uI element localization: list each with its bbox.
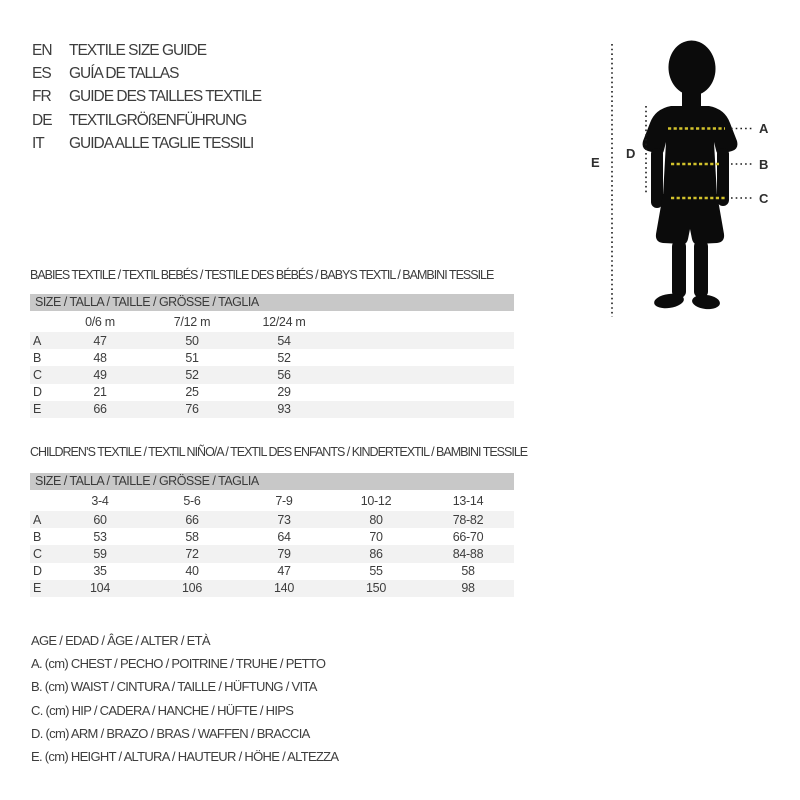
cell-value: 47 <box>93 333 107 348</box>
cell-value: 49 <box>93 367 107 382</box>
cell-value: 78-82 <box>452 512 484 527</box>
cell-value: 93 <box>277 402 291 417</box>
cell-value: 86 <box>369 546 383 561</box>
guide-title-en: TEXTILE SIZE GUIDE <box>69 41 207 59</box>
language-row-it <box>32 133 261 156</box>
cell-value: 56 <box>277 367 291 382</box>
table-row-d <box>30 563 514 580</box>
children-size-header-bar: SIZE / TALLA / TAILLE / GRÖSSE / TAGLIA <box>30 473 514 490</box>
language-row-de <box>32 109 261 132</box>
children-column-header-row <box>30 490 514 511</box>
cell-value: 66 <box>185 512 199 527</box>
babies-column-header-row <box>30 311 514 332</box>
table-row-c <box>30 366 514 383</box>
language-code: EN <box>32 41 52 59</box>
cell-value: 64 <box>277 529 291 544</box>
babies-section-title: BABIES TEXTILE / TEXTIL BEBÉS / TESTILE DES BÉBÉS / BABYS TEXTIL / BAMBINI TESSILE <box>30 268 494 282</box>
cell-value: 51 <box>185 350 199 365</box>
legend-age: AGE / EDAD / ÂGE / ALTER / ETÀ <box>31 633 210 648</box>
table-row-b <box>30 528 514 545</box>
table-row-a <box>30 511 514 528</box>
cell-value: 58 <box>185 529 199 544</box>
language-title-list <box>32 39 261 156</box>
legend-waist: B. (cm) WAIST / CINTURA / TAILLE / HÜFTUNG / VITA <box>31 679 317 695</box>
column-header: 3-4 <box>91 493 109 508</box>
guide-title-de: TEXTILGRÖßENFÜHRUNG <box>69 111 247 129</box>
cell-value: 76 <box>185 402 199 417</box>
table-row-e <box>30 401 514 418</box>
cell-value: 84-88 <box>452 546 484 561</box>
column-header: 7/12 m <box>173 314 211 329</box>
cell-value: 59 <box>93 546 107 561</box>
legend-arm: D. (cm) ARM / BRAZO / BRAS / WAFFEN / BRACCIA <box>31 725 310 741</box>
cell-value: 79 <box>277 546 291 561</box>
cell-value: 98 <box>461 581 475 596</box>
babies-size-table <box>30 294 514 418</box>
row-label: A <box>33 512 42 527</box>
column-header: 0/6 m <box>85 314 115 329</box>
row-label: E <box>33 402 42 417</box>
measurement-legend <box>31 629 338 768</box>
legend-height: E. (cm) HEIGHT / ALTURA / HAUTEUR / HÖHE / ALTEZZA <box>31 748 339 764</box>
cell-value: 140 <box>274 581 294 596</box>
cell-value: 80 <box>369 512 383 527</box>
measure-label-c: C <box>759 191 769 206</box>
row-label: D <box>33 385 42 400</box>
cell-value: 55 <box>369 564 383 579</box>
cell-value: 54 <box>277 333 291 348</box>
language-code: IT <box>32 135 44 153</box>
measure-label-d: D <box>626 146 636 161</box>
cell-value: 47 <box>277 564 291 579</box>
row-label: D <box>33 564 42 579</box>
measure-label-b: B <box>759 157 769 172</box>
guide-title-es: GUÍA DE TALLAS <box>69 65 179 83</box>
measurement-diagram <box>585 30 800 320</box>
cell-value: 21 <box>93 385 107 400</box>
cell-value: 35 <box>93 564 107 579</box>
children-section-title: CHILDREN’S TEXTILE / TEXTIL NIÑO/A / TEXTIL DES ENFANTS / KINDERTEXTIL / BAMBINI TESSILE <box>30 445 528 459</box>
cell-value: 52 <box>277 350 291 365</box>
cell-value: 66 <box>93 402 107 417</box>
measure-label-e: E <box>591 155 600 170</box>
cell-value: 150 <box>366 581 386 596</box>
table-row-b <box>30 349 514 366</box>
column-header: 5-6 <box>183 493 201 508</box>
table-row-e <box>30 580 514 597</box>
table-row-c <box>30 545 514 562</box>
cell-value: 25 <box>185 385 199 400</box>
cell-value: 50 <box>185 333 199 348</box>
cell-value: 40 <box>185 564 199 579</box>
guide-title-fr: GUIDE DES TAILLES TEXTILE <box>69 88 262 106</box>
row-label: A <box>33 333 42 348</box>
column-header: 12/24 m <box>262 314 306 329</box>
cell-value: 29 <box>277 385 291 400</box>
legend-chest: A. (cm) CHEST / PECHO / POITRINE / TRUHE / PETTO <box>31 656 326 672</box>
cell-value: 70 <box>369 529 383 544</box>
row-label: B <box>33 350 42 365</box>
cell-value: 53 <box>93 529 107 544</box>
cell-value: 73 <box>277 512 291 527</box>
cell-value: 106 <box>182 581 202 596</box>
column-header: 10-12 <box>360 493 392 508</box>
language-row-fr <box>32 86 261 109</box>
cell-value: 52 <box>185 367 199 382</box>
row-label: C <box>33 367 42 382</box>
language-row-es <box>32 62 261 85</box>
legend-hip: C. (cm) HIP / CADERA / HANCHE / HÜFTE / HIPS <box>31 702 294 718</box>
guide-title-it: GUIDA ALLE TAGLIE TESSILI <box>69 135 254 153</box>
column-header: 7-9 <box>275 493 293 508</box>
cell-value: 72 <box>185 546 199 561</box>
table-row-d <box>30 384 514 401</box>
language-code: ES <box>32 65 51 83</box>
table-row-a <box>30 332 514 349</box>
babies-size-header-bar: SIZE / TALLA / TAILLE / GRÖSSE / TAGLIA <box>30 294 514 311</box>
row-label: E <box>33 581 42 596</box>
row-label: B <box>33 529 42 544</box>
cell-value: 60 <box>93 512 107 527</box>
language-code: FR <box>32 88 51 106</box>
child-silhouette-figure <box>585 30 800 320</box>
row-label: C <box>33 546 42 561</box>
column-header: 13-14 <box>452 493 484 508</box>
cell-value: 104 <box>90 581 110 596</box>
cell-value: 48 <box>93 350 107 365</box>
cell-value: 58 <box>461 564 475 579</box>
language-code: DE <box>32 111 52 129</box>
cell-value: 66-70 <box>452 529 484 544</box>
measure-label-a: A <box>759 121 769 136</box>
children-size-table <box>30 473 514 597</box>
language-row-en <box>32 39 261 62</box>
